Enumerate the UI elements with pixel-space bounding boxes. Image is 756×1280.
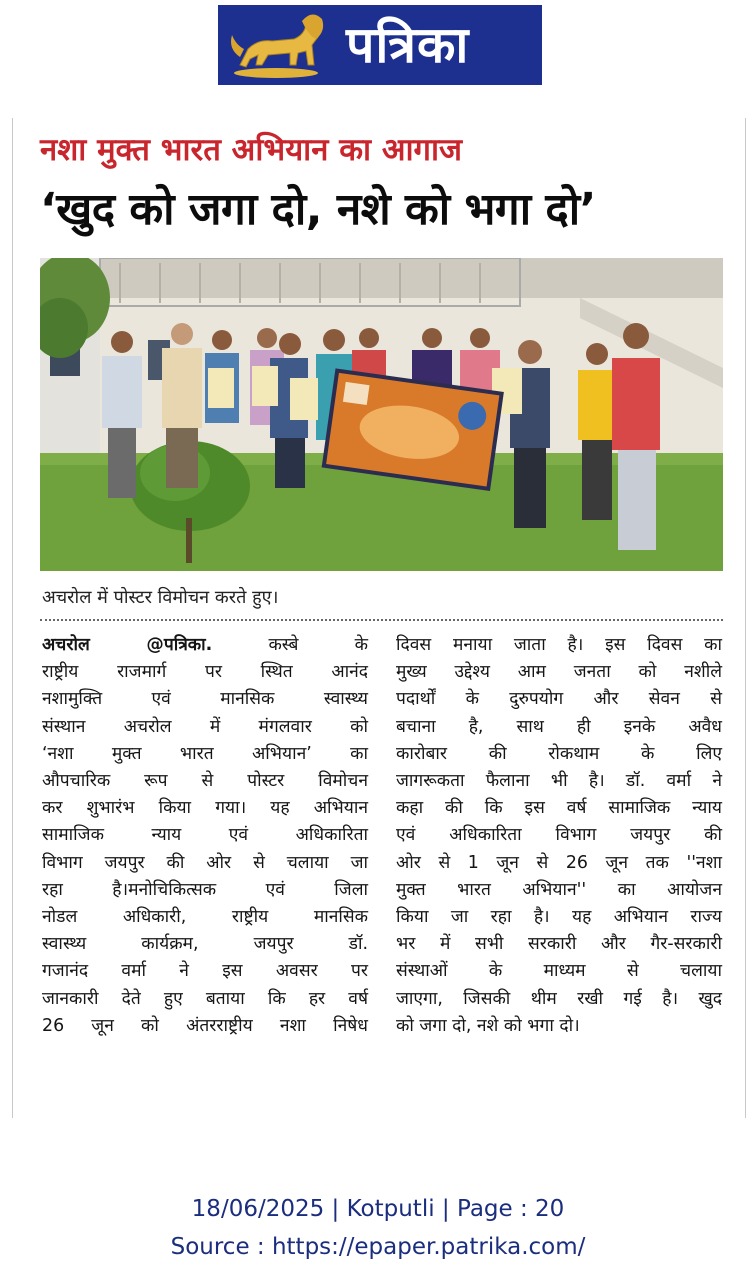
dateline: अचरोल @पत्रिका. [42, 635, 213, 655]
body-line: नोडल अधिकारी, राष्ट्रीय मानसिक [42, 907, 368, 928]
body-line: एवं अधिकारिता विभाग जयपुर की [396, 825, 722, 846]
source-url: Source : https://epaper.patrika.com/ [170, 1234, 586, 1260]
body-line: संस्थान अचरोल में मंगलवार को [42, 716, 368, 737]
body-line: औपचारिक रूप से पोस्टर विमोचन [42, 771, 368, 792]
masthead-logo [218, 5, 542, 85]
body-line: मुक्त भारत अभियान'' का आयोजन [396, 879, 722, 900]
body-line: किया जा रहा है। यह अभियान राज्य [396, 907, 722, 928]
article-column-1 [42, 632, 368, 1040]
body-line: कहा की कि इस वर्ष सामाजिक न्याय [396, 798, 722, 819]
clip-edge-right [745, 118, 746, 1118]
body-line: कारोबार की रोकथाम के लिए [396, 743, 722, 764]
photo-caption: अचरोल में पोस्टर विमोचन करते हुए। [42, 587, 279, 608]
article-photo [40, 258, 723, 571]
article-kicker: नशा मुक्त भारत अभियान का आगाज [40, 132, 462, 168]
masthead-name: पत्रिका [346, 15, 470, 74]
body-line: संस्थाओं के माध्यम से चलाया [396, 961, 722, 982]
body-line: नशामुक्ति एवं मानसिक स्वास्थ्य [42, 689, 368, 710]
body-line: जानकारी देते हुए बताया कि हर वर्ष [42, 988, 368, 1009]
body-line: जाएगा, जिसकी थीम रखी गई है। खुद [396, 988, 722, 1009]
source-info: 18/06/2025 | Kotputli | Page : 20 [191, 1196, 565, 1222]
body-line: रहा है।मनोचिकित्सक एवं जिला [42, 879, 368, 900]
body-line: राष्ट्रीय राजमार्ग पर स्थित आनंद [42, 662, 368, 683]
body-line: पदार्थों के दुरुपयोग और सेवन से [396, 689, 722, 710]
body-line: भर में सभी सरकारी और गैर-सरकारी [396, 934, 722, 955]
group-photo-illustration [40, 258, 723, 571]
clip-edge-left [12, 118, 13, 1118]
body-line: विभाग जयपुर की ओर से चलाया जा [42, 852, 368, 873]
body-line: दिवस मनाया जाता है। इस दिवस का [396, 635, 722, 655]
article-column-2 [396, 632, 722, 1040]
article-headline: ‘खुद को जगा दो, नशे को भगा दो’ [40, 184, 596, 235]
body-line: को जगा दो, नशे को भगा दो। [396, 1015, 580, 1036]
body-line: जागरूकता फैलाना भी है। डॉ. वर्मा ने [396, 771, 722, 792]
body-line: ‘नशा मुक्त भारत अभियान’ का [42, 743, 368, 764]
body-line: सामाजिक न्याय एवं अधिकारिता [42, 825, 368, 846]
body-line: बचाना है, साथ ही इनके अवैध [396, 716, 722, 737]
body-line: 26 जून को अंतरराष्ट्रीय नशा निषेध [42, 1015, 368, 1036]
body-line: ओर से 1 जून से 26 जून तक ''नशा [396, 852, 722, 873]
body-line: गजानंद वर्मा ने इस अवसर पर [42, 961, 368, 982]
body-line [42, 632, 368, 659]
body-line: स्वास्थ्य कार्यक्रम, जयपुर डॉ. [42, 934, 368, 955]
body-text: कस्बे के [268, 635, 369, 655]
body-line: कर शुभारंभ किया गया। यह अभियान [42, 798, 368, 819]
body-line: मुख्य उद्देश्य आम जनता को नशीले [396, 662, 722, 683]
caption-divider [40, 619, 723, 621]
lion-icon [218, 5, 328, 85]
